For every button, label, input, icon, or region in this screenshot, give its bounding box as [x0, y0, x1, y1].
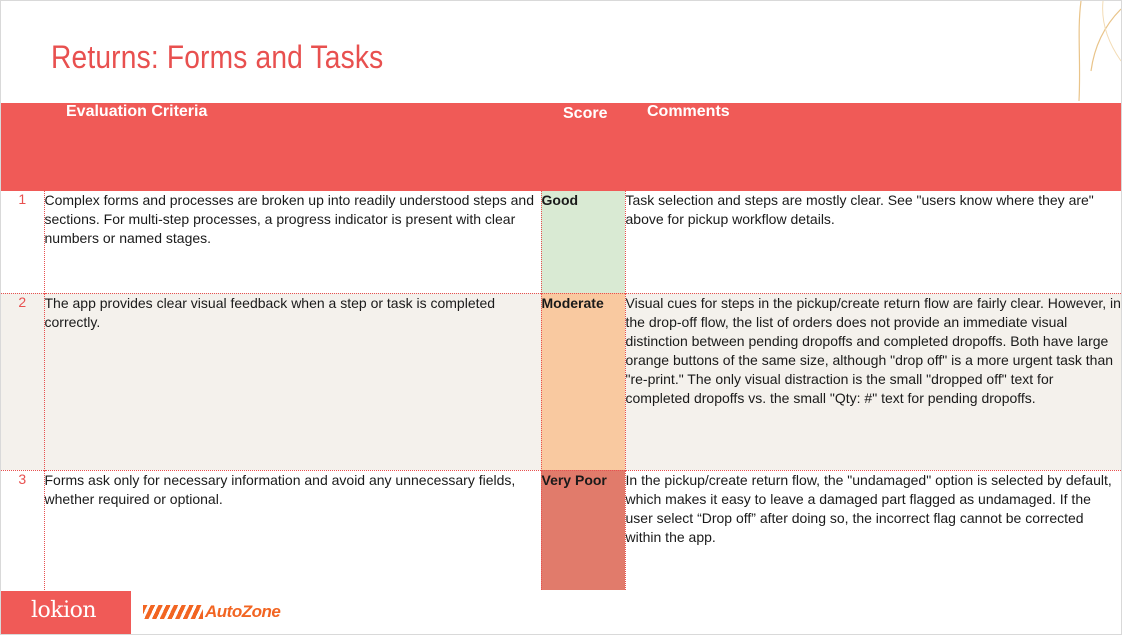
autozone-stripes-icon — [143, 605, 203, 619]
table-row — [1, 293, 1121, 470]
autozone-logo-text: AutoZone — [205, 602, 281, 621]
evaluation-table — [1, 103, 1121, 590]
header-score: Score — [563, 105, 608, 122]
row-criteria: Complex forms and processes are broken up into readily understood steps and sections. For multi-step processes, a progress indicator is present with clear numbers or named stages. — [44, 192, 534, 246]
header-comments: Comments — [647, 103, 730, 120]
row-score: Very Poor — [541, 470, 625, 590]
row-comments: Visual cues for steps in the pickup/create return flow are fairly clear. However, in the drop-off flow, the list of orders does not provide an immediate visual distinction between pending dropoffs and completed dropoffs. Both have large orange buttons of the same size, although "drop off" is a more urgent task than "re-print." The only visual distraction is the small "dropped off" text for completed dropoffs vs. the small "Qty: #" text for pending dropoffs. — [625, 294, 1121, 406]
row-criteria: Forms ask only for necessary information and avoid any unnecessary fields, whether required or optional. — [44, 471, 516, 507]
lokion-logo: lokion — [31, 598, 97, 623]
header-criteria: Evaluation Criteria — [66, 103, 208, 120]
row-score: Moderate — [541, 293, 625, 470]
table-row — [1, 470, 1121, 590]
row-comments: Task selection and steps are mostly clear. See "users know where they are" above for pickup workflow details. — [625, 192, 1094, 227]
page-title: Returns: Forms and Tasks — [51, 39, 384, 75]
autozone-logo — [143, 602, 280, 622]
table-header-row — [1, 103, 1121, 191]
table-row — [1, 191, 1121, 293]
row-score: Good — [541, 191, 625, 293]
row-criteria: The app provides clear visual feedback when a step or task is completed correctly. — [44, 294, 496, 330]
row-number: 2 — [1, 293, 44, 470]
header-number-cell — [1, 103, 44, 191]
row-number: 1 — [1, 191, 44, 293]
decorative-line-art — [1051, 1, 1121, 101]
row-number: 3 — [1, 470, 44, 590]
row-comments: In the pickup/create return flow, the "undamaged" option is selected by default, which makes it easy to leave a damaged part flagged as undamaged. If the user select “Drop off” after doing so, the incorrect flag cannot be corrected within the app. — [625, 471, 1112, 545]
